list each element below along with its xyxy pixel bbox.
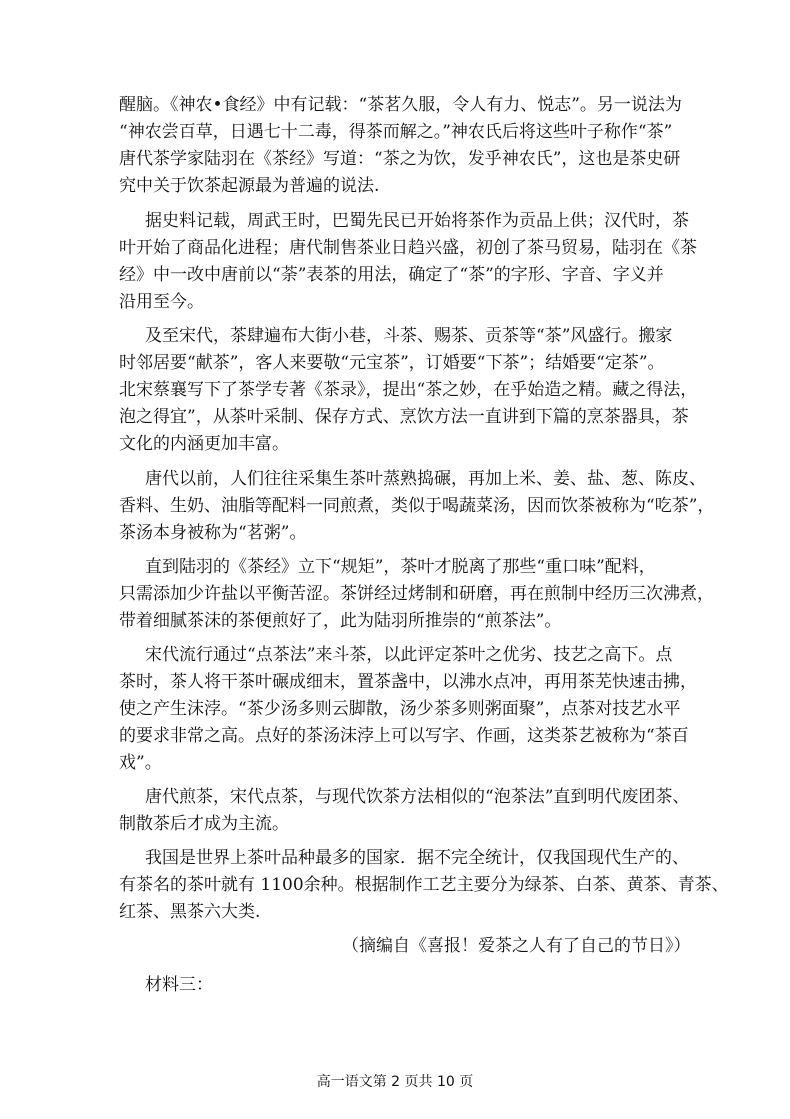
text-line: 茶汤本身被称为“茗粥”。 — [119, 523, 307, 543]
text-line: 我国是世界上茶叶品种最多的国家．据不完全统计，仅我国现代生产的、 — [145, 848, 689, 868]
text-line: 经》中一改中唐前以“荼”表茶的用法，确定了“茶”的字形、字音、字义并 — [119, 265, 664, 285]
text-line: 茶时，茶人将干茶叶碾成细末，置茶盏中，以沸水点冲，再用茶芜快速击拂， — [119, 672, 697, 692]
text-line: 沿用至今。 — [119, 292, 204, 312]
text-line: 究中关于饮茶起源最为普遍的说法. — [119, 176, 380, 196]
text-line: 据史料记载，周武王时，巴蜀先民已开始将茶作为贡品上供；汉代时，茶 — [145, 211, 689, 231]
text-line: 时邻居要“献茶”，客人来要敬“元宝茶”，订婚要“下茶”；结婚要“定茶”。 — [119, 353, 665, 373]
text-line: 泡之得宜”，从茶叶采制、保存方式、烹饮方法一直讲到下篇的烹茶器具，茶 — [119, 407, 689, 427]
text-line: 香料、生奶、油脂等配料一同煎煮，类似于喝蔬菜汤，因而饮茶被称为“吃茶”， — [119, 496, 715, 516]
text-line: 的要求非常之高。点好的茶汤沫浡上可以写字、作画，这类茶艺被称为“茶百 — [119, 726, 689, 746]
text-line: 文化的内涵更加丰富。 — [119, 434, 289, 454]
material-label: 材料三： — [145, 975, 213, 995]
text-line: 戏”。 — [119, 753, 162, 773]
text-line: 醒脑。《神农•食经》中有记载：“茶茗久服，令人有力、悦志”。另一说法为 — [119, 95, 682, 115]
text-line: 直到陆羽的《茶经》立下“规矩”，茶叶才脱离了那些“重口味”配料， — [145, 557, 656, 577]
text-line: 只需添加少许盐以平衡苦涩。茶饼经过烤制和研磨，再在煎制中经历三次沸煮， — [119, 584, 714, 604]
text-line: 叶开始了商品化进程；唐代制售茶业日趋兴盛，初创了茶马贸易，陆羽在《茶 — [119, 238, 697, 258]
text-line: 唐代煎茶，宋代点茶，与现代饮茶方法相似的“泡茶法”直到明代废团茶、 — [145, 787, 690, 807]
page-footer: 高一语文第 2 页共 10 页 — [316, 1074, 474, 1090]
text-line: 北宋蔡襄写下了茶学专著《茶录》，提出“茶之妙，在乎始造之精。藏之得法， — [119, 380, 698, 400]
text-line: 宋代流行通过“点茶法”来斗茶，以此评定茶叶之优劣、技艺之高下。点 — [145, 645, 673, 665]
text-line: 带着细腻茶沫的茶便煎好了，此为陆羽所推崇的“煎茶法”。 — [119, 611, 562, 631]
source-attribution: （摘编自《喜报！爱茶之人有了自己的节日》） — [342, 936, 691, 956]
text-line: 红茶、黑茶六大类. — [119, 902, 261, 922]
text-line: 有茶名的茶叶就有 1100余种。根据制作工艺主要分为绿茶、白茶、黄茶、青茶、 — [119, 875, 729, 895]
text-line: 唐代以前，人们往往采集生茶叶蒸熟捣碾，再加上米、姜、盐、葱、陈皮、 — [145, 469, 706, 489]
text-line: 唐代茶学家陆羽在《茶经》写道：“茶之为饮，发乎神农氏”，这也是茶史研 — [119, 149, 681, 169]
text-line: 及至宋代，茶肆遍布大街小巷，斗茶、赐茶、贡茶等“茶”风盛行。搬家 — [145, 326, 673, 346]
text-line: “神农尝百草，日遇七十二毒，得茶而解之。”神农氏后将这些叶子称作“茶” — [119, 122, 673, 142]
text-line: 制散茶后才成为主流。 — [119, 814, 289, 834]
text-line: 使之产生沫浡。“茶少汤多则云脚散，汤少茶多则粥面聚”，点茶对技艺水平 — [119, 699, 681, 719]
